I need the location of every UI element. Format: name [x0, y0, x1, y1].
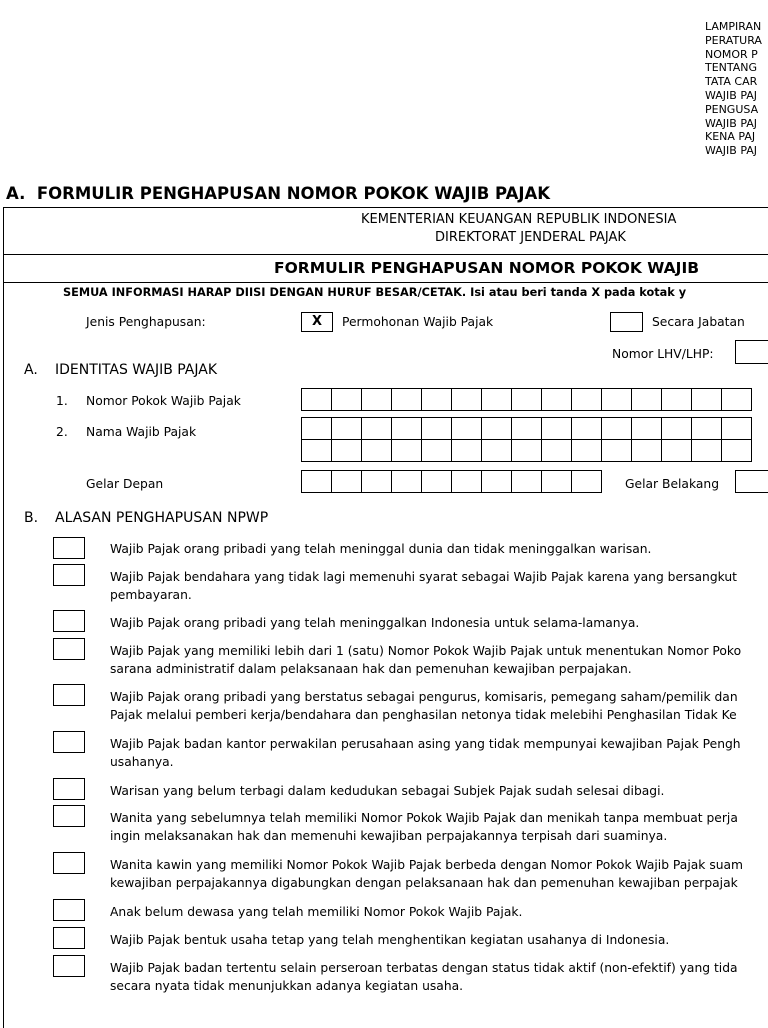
title-band-bottom-line — [3, 282, 768, 283]
nama-cell[interactable] — [301, 439, 332, 462]
lhv-label: Nomor LHV/LHP: — [612, 347, 714, 361]
nama-cell[interactable] — [541, 417, 572, 440]
nama-cell[interactable] — [661, 417, 692, 440]
reason-line: Pajak melalui pemberi kerja/bendahara dan penghasilan netonya tidak melebihi Penghasilan Tidak Ke — [110, 708, 737, 722]
reason-text — [110, 809, 768, 845]
identitas-heading-letter: A. — [24, 362, 38, 378]
reason-text — [110, 782, 768, 800]
lhv-input[interactable] — [735, 340, 768, 364]
nama-cells-row-1[interactable] — [301, 417, 752, 440]
gelar-depan-cell[interactable] — [541, 470, 572, 493]
reason-line: Wanita kawin yang memiliki Nomor Pokok Wajib Pajak berbeda dengan Nomor Pokok Wajib Pajak suam — [110, 858, 744, 872]
reason-line: Wajib Pajak orang pribadi yang berstatus sebagai pengurus, komisaris, pemegang saham/pemilik dan — [110, 690, 738, 704]
reason-text — [110, 931, 768, 949]
nama-label: Nama Wajib Pajak — [86, 425, 197, 439]
npwp-cell[interactable] — [361, 388, 392, 411]
reason-line: Wajib Pajak bentuk usaha tetap yang telah menghentikan kegiatan usahanya di Indonesia. — [110, 933, 670, 947]
npwp-cell[interactable] — [451, 388, 482, 411]
reason-line: Anak belum dewasa yang telah memiliki Nomor Pokok Wajib Pajak. — [110, 905, 523, 919]
npwp-label: Nomor Pokok Wajib Pajak — [86, 394, 241, 408]
nama-cell[interactable] — [511, 439, 542, 462]
reason-text — [110, 903, 768, 921]
reason-checkbox[interactable] — [53, 564, 85, 586]
nama-cell[interactable] — [571, 439, 602, 462]
nama-cell[interactable] — [361, 417, 392, 440]
reason-checkbox[interactable] — [53, 899, 85, 921]
npwp-cells[interactable] — [301, 388, 752, 411]
npwp-cell[interactable] — [631, 388, 662, 411]
reason-checkbox[interactable] — [53, 731, 85, 753]
reason-checkbox[interactable] — [53, 927, 85, 949]
nama-cell[interactable] — [691, 417, 722, 440]
nama-cell[interactable] — [571, 417, 602, 440]
nama-cells-row-2[interactable] — [301, 439, 752, 462]
nama-cell[interactable] — [511, 417, 542, 440]
nama-cell[interactable] — [301, 417, 332, 440]
nama-cell[interactable] — [391, 417, 422, 440]
gelar-depan-cell[interactable] — [481, 470, 512, 493]
reason-checkbox[interactable] — [53, 805, 85, 827]
nama-cell[interactable] — [451, 439, 482, 462]
title-band-top-line — [3, 254, 768, 255]
identitas-heading: IDENTITAS WAJIB PAJAK — [55, 362, 218, 378]
lampiran-line: TATA CAR — [705, 75, 758, 89]
reason-checkbox[interactable] — [53, 778, 85, 800]
jabatan-checkbox[interactable] — [610, 312, 643, 332]
nama-cell[interactable] — [481, 417, 512, 440]
reason-text — [110, 614, 768, 632]
directorate-name: DIREKTORAT JENDERAL PAJAK — [435, 230, 626, 245]
reason-checkbox[interactable] — [53, 955, 85, 977]
gelar-depan-cells[interactable] — [301, 470, 602, 493]
reason-text — [110, 688, 768, 724]
nama-cell[interactable] — [331, 417, 362, 440]
reason-text — [110, 959, 768, 995]
nama-cell[interactable] — [391, 439, 422, 462]
lampiran-line: WAJIB PAJ — [705, 144, 758, 158]
nama-cell[interactable] — [601, 417, 632, 440]
lampiran-block — [705, 20, 768, 158]
ministry-name: KEMENTERIAN KEUANGAN REPUBLIK INDONESIA — [361, 212, 677, 227]
gelar-depan-cell[interactable] — [391, 470, 422, 493]
reason-text — [110, 540, 768, 558]
npwp-cell[interactable] — [511, 388, 542, 411]
reason-checkbox[interactable] — [53, 610, 85, 632]
reason-checkbox[interactable] — [53, 638, 85, 660]
nama-cell[interactable] — [631, 417, 662, 440]
reason-line: pembayaran. — [110, 588, 192, 602]
reason-line: Warisan yang belum terbagi dalam kedudukan sebagai Subjek Pajak sudah selesai dibagi. — [110, 784, 665, 798]
nama-cell[interactable] — [661, 439, 692, 462]
nama-cell[interactable] — [481, 439, 512, 462]
npwp-cell[interactable] — [571, 388, 602, 411]
lampiran-line: LAMPIRAN — [705, 20, 762, 33]
alasan-heading: ALASAN PENGHAPUSAN NPWP — [55, 510, 269, 526]
reason-line: secara nyata tidak menunjukkan adanya kegiatan usaha. — [110, 979, 464, 993]
nama-cell[interactable] — [421, 439, 452, 462]
jabatan-label: Secara Jabatan — [652, 315, 745, 329]
npwp-cell[interactable] — [691, 388, 722, 411]
npwp-cell[interactable] — [541, 388, 572, 411]
reason-line: Wanita yang sebelumnya telah memiliki Nomor Pokok Wajib Pajak dan menikah tanpa membuat perja — [110, 811, 738, 825]
gelar-depan-cell[interactable] — [361, 470, 392, 493]
npwp-number: 1. — [56, 394, 68, 408]
lampiran-line: NOMOR P — [705, 47, 758, 61]
alasan-heading-letter: B. — [24, 510, 39, 526]
checkbox-mark: X — [311, 314, 323, 329]
gelar-depan-cell[interactable] — [511, 470, 542, 493]
reason-checkbox[interactable] — [53, 852, 85, 874]
gelar-belakang-input[interactable] — [735, 470, 768, 493]
reason-line: Wajib Pajak orang pribadi yang telah meninggal dunia dan tidak meninggalkan warisan. — [110, 542, 652, 556]
reason-line: kewajiban perpajakannya digabungkan dengan pelaksanaan hak dan pemenuhan kewajiban perpajak — [110, 876, 738, 890]
nama-cell[interactable] — [721, 439, 752, 462]
lampiran-line: PERATURA — [705, 33, 762, 47]
nama-cell[interactable] — [361, 439, 392, 462]
reason-line: sarana administratif dalam pelaksanaan hak dan pemenuhan kewajiban perpajakan. — [110, 662, 632, 676]
reason-text — [110, 642, 768, 678]
lampiran-line: KENA PAJ — [705, 130, 756, 144]
reason-text — [110, 735, 768, 771]
reason-line: ingin melaksanakan hak dan memenuhi kewajiban perpajakannya terpisah dari suaminya. — [110, 829, 668, 843]
reason-checkbox[interactable] — [53, 684, 85, 706]
nama-number: 2. — [56, 425, 68, 439]
reason-line: usahanya. — [110, 755, 174, 769]
gelar-depan-cell[interactable] — [421, 470, 452, 493]
lampiran-line: WAJIB PAJ — [705, 116, 758, 130]
gelar-depan-cell[interactable] — [331, 470, 362, 493]
lampiran-line: PENGUSA — [705, 102, 759, 116]
reason-text — [110, 568, 768, 604]
reason-line: Wajib Pajak badan tertentu selain perseroan terbatas dengan status tidak aktif (non-efektif) yang tida — [110, 961, 738, 975]
nama-cell[interactable] — [691, 439, 722, 462]
npwp-cell[interactable] — [331, 388, 362, 411]
jenis-label: Jenis Penghapusan: — [86, 315, 206, 329]
section-title: A. FORMULIR PENGHAPUSAN NOMOR POKOK WAJIB PAJAK — [6, 184, 551, 203]
form-title: FORMULIR PENGHAPUSAN NOMOR POKOK WAJIB — [274, 259, 700, 277]
instruction-text: SEMUA INFORMASI HARAP DIISI DENGAN HURUF BESAR/CETAK. Isi atau beri tanda X pada kotak y — [63, 286, 687, 299]
npwp-cell[interactable] — [721, 388, 752, 411]
nama-cell[interactable] — [421, 417, 452, 440]
gelar-depan-cell[interactable] — [301, 470, 332, 493]
nama-cell[interactable] — [601, 439, 632, 462]
lampiran-line: WAJIB PAJ — [705, 88, 758, 102]
reason-checkbox[interactable] — [53, 537, 85, 559]
npwp-cell[interactable] — [421, 388, 452, 411]
npwp-cell[interactable] — [601, 388, 632, 411]
npwp-cell[interactable] — [301, 388, 332, 411]
npwp-cell[interactable] — [481, 388, 512, 411]
reason-line: Wajib Pajak bendahara yang tidak lagi memenuhi syarat sebagai Wajib Pajak karena yang bersangkut — [110, 570, 738, 584]
nama-cell[interactable] — [331, 439, 362, 462]
nama-cell[interactable] — [631, 439, 662, 462]
reason-line: Wajib Pajak yang memiliki lebih dari 1 (satu) Nomor Pokok Wajib Pajak untuk menentukan Nomor Poko — [110, 644, 742, 658]
nama-cell[interactable] — [451, 417, 482, 440]
npwp-cell[interactable] — [391, 388, 422, 411]
permohonan-checkbox[interactable] — [301, 312, 333, 332]
nama-cell[interactable] — [721, 417, 752, 440]
gelar-depan-cell[interactable] — [451, 470, 482, 493]
npwp-cell[interactable] — [661, 388, 692, 411]
nama-cell[interactable] — [541, 439, 572, 462]
permohonan-label: Permohonan Wajib Pajak — [342, 315, 494, 329]
lampiran-line: TENTANG — [705, 61, 758, 75]
gelar-belakang-label: Gelar Belakang — [625, 477, 720, 491]
reason-line: Wajib Pajak orang pribadi yang telah meninggalkan Indonesia untuk selama-lamanya. — [110, 616, 640, 630]
reason-line: Wajib Pajak badan kantor perwakilan perusahaan asing yang tidak mempunyai kewajiban Pajak Pengh — [110, 737, 741, 751]
gelar-depan-label: Gelar Depan — [86, 477, 164, 491]
reason-text — [110, 856, 768, 892]
gelar-depan-cell[interactable] — [571, 470, 602, 493]
